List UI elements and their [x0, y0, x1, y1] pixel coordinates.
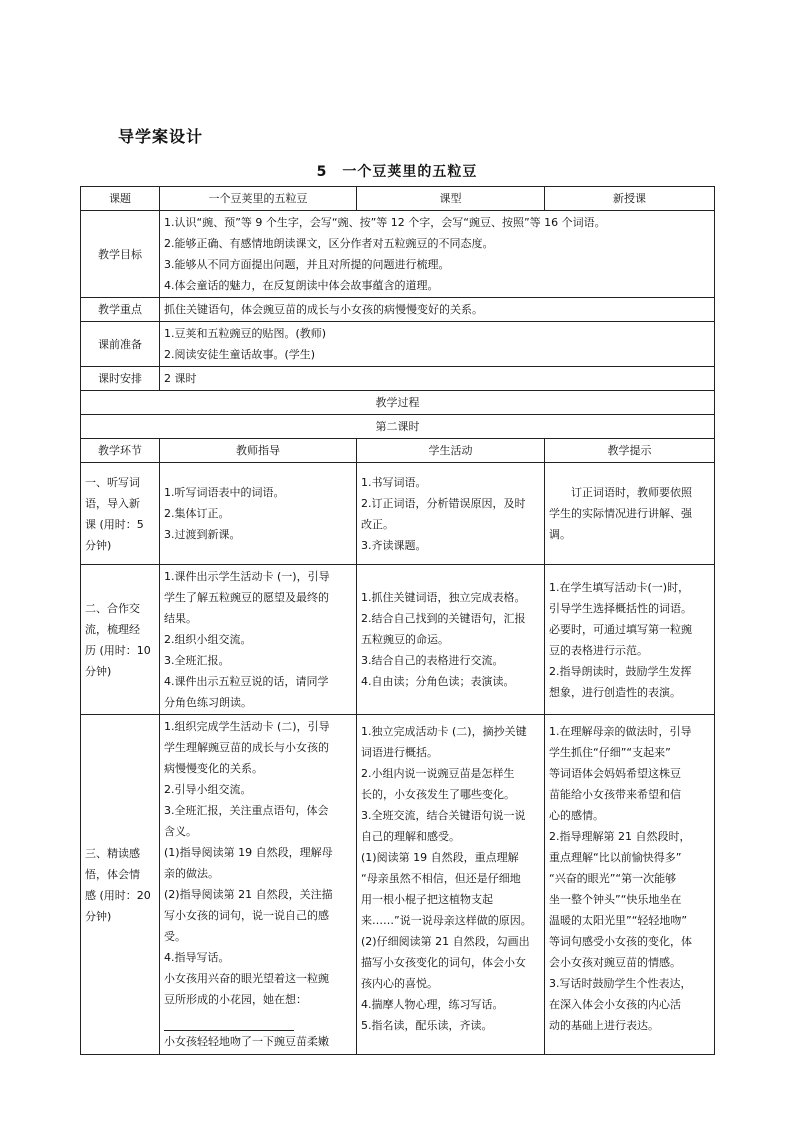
teacher-line: 3.过渡到新课。 [164, 528, 241, 541]
teacher-line: 写小女孩的词句，说一说自己的感 [164, 909, 329, 922]
tip-line: 必要时，可通过填写第一粒豌 [549, 622, 692, 636]
teacher-line: 小女孩轻轻地吻了一下豌豆苗柔嫩 [164, 1035, 329, 1048]
teacher-line: 学生理解豌豆苗的成长与小女孩的 [164, 741, 329, 754]
student-line: (1)阅读第 19 自然段，重点理解 [361, 851, 519, 864]
teacher-cell [160, 565, 357, 715]
teacher-cell [160, 715, 357, 1055]
process-title: 教学过程 [81, 391, 715, 415]
goal-item: 4.体会童话的魅力，在反复朗读中体会故事蕴含的道理。 [164, 279, 439, 292]
stage-line: 分钟) [85, 538, 112, 552]
student-line: (2)仔细阅读第 21 自然段，勾画出 [361, 935, 530, 948]
tip-line: 豆的表格进行示范。 [549, 643, 648, 657]
page-heading: 导学案设计 [118, 127, 204, 146]
goal-item: 2.能够正确、有感情地朗读课文，区分作者对五粒豌豆的不同态度。 [164, 237, 494, 250]
writing-blank [164, 1010, 352, 1031]
teacher-line: 4.指导写话。 [164, 951, 230, 964]
teacher-line: 3.全班汇报，关注重点语句，体会 [164, 804, 329, 817]
goal-item: 3.能够从不同方面提出问题，并且对所提的问题进行梳理。 [164, 258, 450, 271]
tip-line: 3.写话时鼓励学生个性表达， [549, 977, 692, 990]
teacher-line: 分角色练习朗读。 [164, 696, 252, 709]
student-line: 3.全班交流，结合关键语句说一说 [361, 809, 526, 822]
tip-line: 等词句感受小女孩的变化，体 [549, 935, 692, 948]
tip-cell [545, 565, 715, 715]
teacher-line: 学生了解五粒豌豆的愿望及最终的 [164, 591, 329, 604]
student-line: 1.独立完成活动卡 (二)，摘抄关键 [361, 725, 527, 738]
goals-list [160, 211, 715, 298]
focus-text: 抓住关键语句，体会豌豆苗的成长与小女孩的病慢慢变好的关系。 [160, 298, 715, 322]
student-line: 2.小组内说一说豌豆苗是怎样生 [361, 767, 515, 780]
table-row [81, 463, 715, 565]
student-line: 4.揣摩人物心理，练习写话。 [361, 998, 504, 1011]
table-row [81, 715, 715, 1055]
teacher-line: 1.听写词语表中的词语。 [164, 486, 285, 499]
stage-line: 流，梳理经 [85, 622, 140, 636]
student-cell [357, 463, 545, 565]
prep-label: 课前准备 [81, 322, 160, 367]
column-header-tip: 教学提示 [545, 439, 715, 463]
student-line: 3.结合自己的表格进行交流。 [361, 654, 504, 667]
student-line: 1.书写词语。 [361, 475, 427, 489]
teacher-line: 结果。 [164, 612, 197, 625]
student-line: 长的，小女孩发生了哪些变化。 [361, 788, 515, 801]
student-cell [357, 715, 545, 1055]
prep-item: 2.阅读安徒生童话故事。(学生) [164, 348, 316, 361]
stage-cell [81, 463, 160, 565]
teacher-line: 2.引导小组交流。 [164, 783, 252, 796]
tip-line: 重点理解“比以前愉快得多” [549, 851, 682, 864]
stage-cell [81, 715, 160, 1055]
teacher-line: 豆所形成的小花园，她在想： [164, 993, 307, 1006]
teacher-line: (2)指导阅读第 21 自然段，关注描 [164, 888, 333, 901]
schedule-label: 课时安排 [81, 367, 160, 391]
column-header-teacher: 教师指导 [160, 439, 357, 463]
tip-line: 学生抓住“仔细”“支起来” [549, 746, 671, 759]
tip-line: 温暖的太阳光里”“轻轻地吻” [549, 914, 688, 927]
course-label: 课题 [81, 187, 160, 211]
tip-cell [545, 715, 715, 1055]
tip-line: 想象，进行创造性的表演。 [549, 685, 681, 699]
teacher-line: 1.课件出示学生活动卡 (一)，引导 [164, 570, 330, 583]
type-label: 课型 [357, 187, 545, 211]
tip-line: 引导学生选择概括性的词语。 [549, 601, 692, 615]
period-title: 第二课时 [81, 415, 715, 439]
column-header-stage: 教学环节 [81, 439, 160, 463]
teacher-line: (1)指导阅读第 19 自然段，理解母 [164, 846, 333, 859]
table-row [81, 565, 715, 715]
tip-line: 在深入体会小女孩的内心活 [549, 998, 681, 1011]
student-line: 五粒豌豆的命运。 [361, 633, 449, 646]
tip-line: 坐一整个钟头”“快乐地坐在 [549, 893, 682, 906]
teacher-line: 4.课件出示五粒豆说的话，请同学 [164, 675, 329, 688]
teacher-line: 亲的做法。 [164, 867, 219, 880]
schedule-text: 2 课时 [160, 367, 715, 391]
stage-line: 分钟) [85, 909, 112, 923]
teacher-line: 2.组织小组交流。 [164, 633, 252, 646]
student-line: 2.订正词语，分析错误原因，及时 [361, 496, 526, 510]
teacher-line: 受。 [164, 930, 186, 943]
stage-line: 悟，体会情 [85, 867, 140, 881]
student-line: 描写小女孩变化的词句，体会小女 [361, 956, 526, 969]
teacher-line: 含义。 [164, 825, 197, 838]
tip-line: 动的基础上进行表达。 [549, 1019, 659, 1032]
lesson-plan-table [80, 186, 715, 1055]
type-value: 新授课 [545, 187, 715, 211]
tip-line: 苗能给小女孩带来希望和信 [549, 788, 681, 801]
stage-line: 课 (用时：5 [85, 517, 144, 531]
student-line: “母亲虽然不相信，但还是仔细地 [361, 872, 521, 885]
focus-label: 教学重点 [81, 298, 160, 322]
tip-line: 2.指导理解第 21 自然段时， [549, 830, 691, 843]
teacher-line: 1.组织完成学生活动卡 (二)，引导 [164, 720, 330, 733]
student-line: 4.自由读；分角色读；表演读。 [361, 675, 515, 688]
student-line: 用一根小棍子把这植物支起 [361, 893, 493, 906]
student-line: 5.指名读，配乐读，齐读。 [361, 1019, 493, 1032]
stage-line: 语，导入新 [85, 496, 140, 510]
student-cell [357, 565, 545, 715]
lesson-title: 5 一个豆荚里的五粒豆 [316, 164, 478, 180]
student-line: 自己的理解和感受。 [361, 830, 460, 843]
teacher-cell [160, 463, 357, 565]
tip-line: “兴奋的眼光”“第一次能够 [549, 872, 677, 885]
student-line: 来……”说一说母亲这样做的原因。 [361, 914, 532, 927]
prep-item: 1.豆荚和五粒豌豆的贴图。(教师) [164, 327, 327, 340]
tip-line: 心的感情。 [549, 809, 604, 822]
tip-line: 1.在学生填写活动卡(一)时， [549, 580, 690, 594]
stage-line: 分钟) [85, 664, 112, 678]
column-header-student: 学生活动 [357, 439, 545, 463]
stage-line: 感 (用时：20 [85, 888, 151, 902]
student-line: 词语进行概括。 [361, 746, 438, 759]
student-line: 1.抓住关键词语，独立完成表格。 [361, 591, 526, 604]
tip-line: 订正词语时，教师要依照 [549, 486, 692, 499]
stage-line: 三、精读感 [85, 846, 140, 860]
student-line: 2.结合自己找到的关键语句，汇报 [361, 612, 526, 625]
stage-line: 一、听写词 [85, 475, 140, 489]
goals-label: 教学目标 [81, 211, 160, 298]
teacher-line: 病慢慢变化的关系。 [164, 762, 263, 775]
stage-line: 历 (用时：10 [85, 643, 151, 657]
tip-line: 等词语体会妈妈希望这株豆 [549, 767, 681, 780]
tip-cell [545, 463, 715, 565]
goal-item: 1.认识“豌、预”等 9 个生字，会写“豌、按”等 12 个字，会写“豌豆、按照”等 16 个词语。 [164, 216, 606, 229]
tip-line: 2.指导朗读时，鼓励学生发挥 [549, 664, 692, 678]
teacher-line: 3.全班汇报。 [164, 654, 230, 667]
tip-line: 学生的实际情况进行讲解、强 [549, 507, 692, 520]
student-line: 孩内心的喜悦。 [361, 977, 438, 990]
teacher-line: 2.集体订正。 [164, 507, 230, 520]
student-line: 3.齐读课题。 [361, 538, 427, 552]
stage-line: 二、合作交 [85, 601, 140, 615]
tip-line: 会小女孩对豌豆苗的情感。 [549, 956, 681, 969]
stage-cell [81, 565, 160, 715]
course-value: 一个豆荚里的五粒豆 [160, 187, 357, 211]
student-line: 改正。 [361, 517, 394, 531]
teacher-line: 小女孩用兴奋的眼光望着这一粒豌 [164, 972, 329, 985]
tip-line: 调。 [549, 528, 571, 541]
prep-list [160, 322, 715, 367]
tip-line: 1.在理解母亲的做法时，引导 [549, 725, 692, 738]
